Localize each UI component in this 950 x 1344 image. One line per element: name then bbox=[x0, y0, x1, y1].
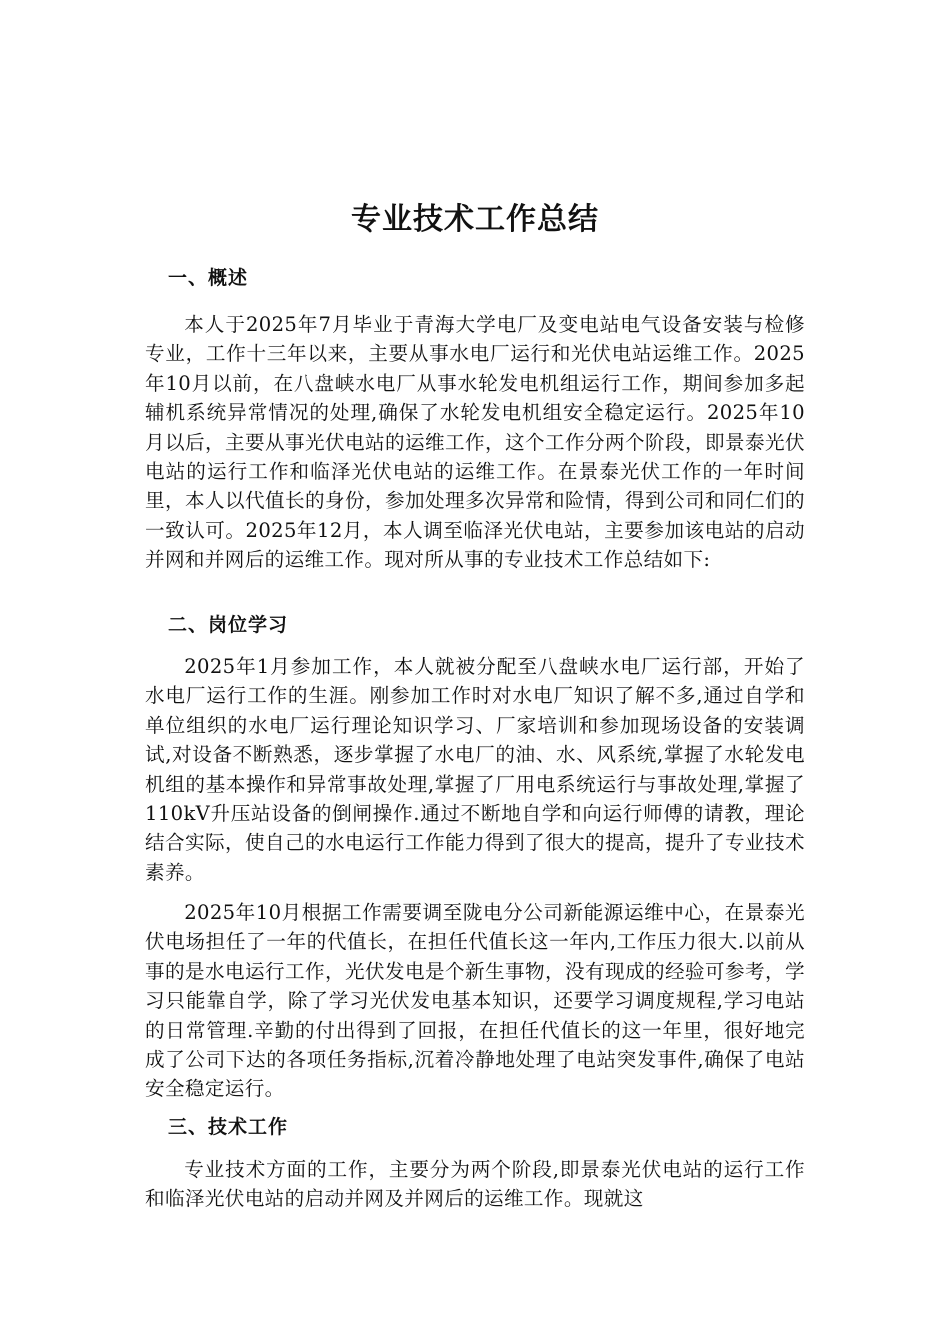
paragraph-technical-work: 专业技术方面的工作，主要分为两个阶段,即景泰光伏电站的运行工作和临泽光伏电站的启动并网及并网后的运维工作。现就这 bbox=[145, 1158, 805, 1211]
section-heading-technical-work: 三、技术工作 bbox=[168, 1116, 289, 1138]
paragraph-job-learning-1: 2025年1月参加工作，本人就被分配至八盘峡水电厂运行部，开始了水电厂运行工作的生涯。刚参加工作时对水电厂知识了解不多,通过自学和单位组织的水电厂运行理论知识学习、厂家培训和参加现场设备的安装调试,对设备不断熟悉，逐步掌握了水电厂的油、水、风系统,掌握了水轮发电机组的基本操作和异常事故处理,掌握了厂用电系统运行与事故处理,掌握了110kV升压站设备的倒闸操作.通过不断地自学和向运行师傅的请教，理论结合实际，使自己的水电运行工作能力得到了很大的提高，提升了专业技术素养。 bbox=[145, 655, 805, 884]
paragraph-overview: 本人于2025年7月毕业于青海大学电厂及变电站电气设备安装与检修专业，工作十三年以来，主要从事水电厂运行和光伏电站运维工作。2025年10月以前，在八盘峡水电厂从事水轮发电机组运行工作，期间参加多起辅机系统异常情况的处理,确保了水轮发电机组安全稳定运行。2025年10月以后，主要从事光伏电站的运维工作，这个工作分两个阶段，即景泰光伏电站的运行工作和临泽光伏电站的运维工作。在景泰光伏工作的一年时间里，本人以代值长的身份，参加处理多次异常和险情，得到公司和同仁们的一致认可。2025年12月，本人调至临泽光伏电站，主要参加该电站的启动并网和并网后的运维工作。现对所从事的专业技术工作总结如下: bbox=[145, 313, 805, 572]
document-title: 专业技术工作总结 bbox=[351, 202, 599, 237]
section-heading-overview: 一、概述 bbox=[168, 267, 249, 289]
paragraph-job-learning-2: 2025年10月根据工作需要调至陇电分公司新能源运维中心，在景泰光伏电场担任了一年的代值长，在担任代值长这一年内,工作压力很大.以前从事的是水电运行工作，光伏发电是个新生事物，没有现成的经验可参考，学习只能靠自学，除了学习光伏发电基本知识，还要学习调度规程,学习电站的日常管理.辛勤的付出得到了回报，在担任代值长的这一年里，很好地完成了公司下达的各项任务指标,沉着冷静地处理了电站突发事件,确保了电站安全稳定运行。 bbox=[145, 901, 805, 1101]
section-heading-job-learning: 二、岗位学习 bbox=[168, 614, 289, 636]
